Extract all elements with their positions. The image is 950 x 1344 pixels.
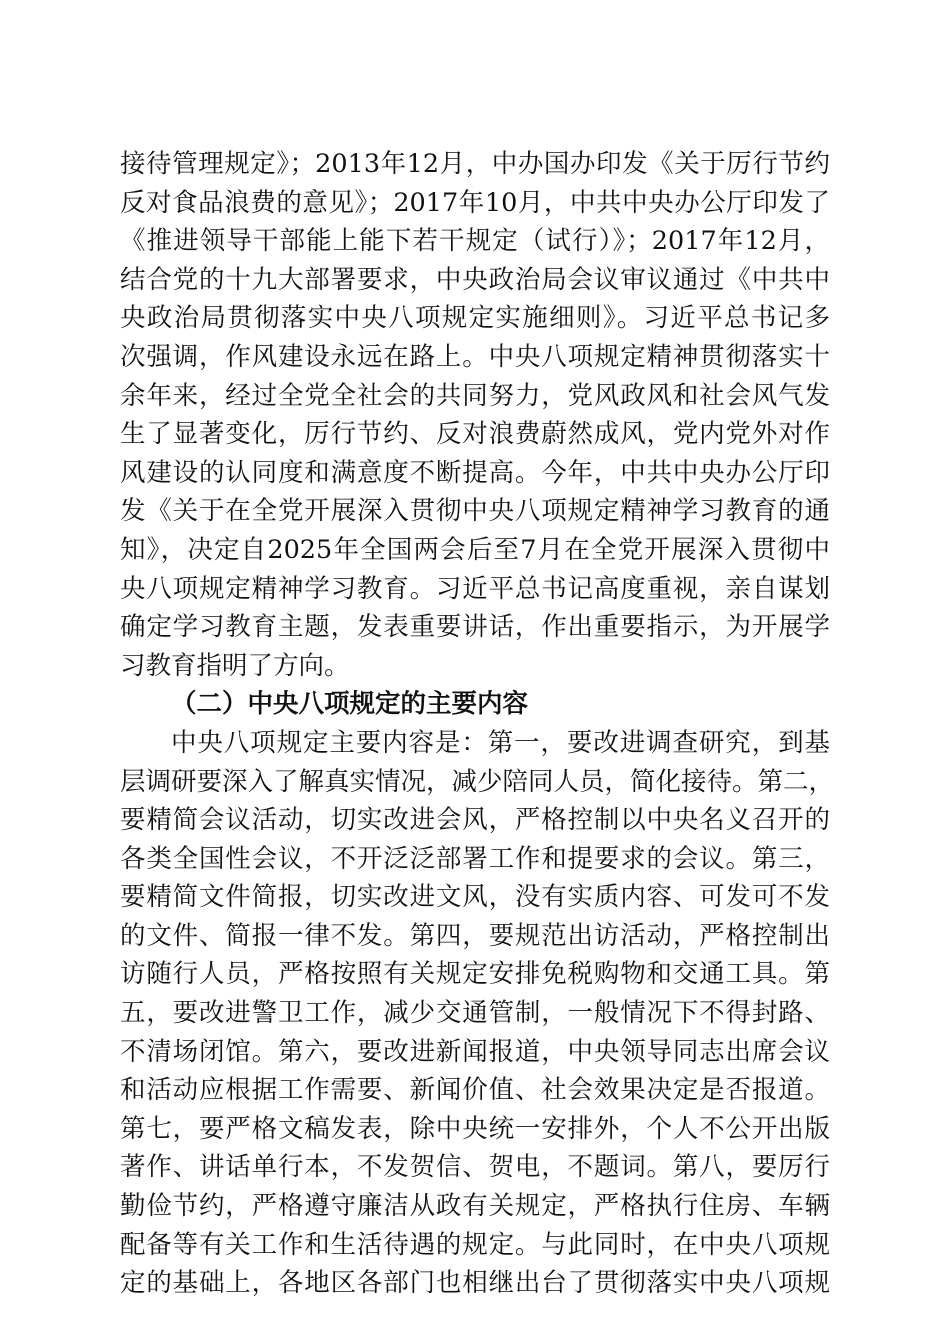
text-line: 五，要改进警卫工作，减少交通管制，一般情况下不得封路、 <box>120 998 830 1029</box>
text-line: 确定学习教育主题，发表重要讲话，作出重要指示，为开展学 <box>120 612 830 643</box>
text-line: 风建设的认同度和满意度不断提高。今年，中共中央办公厅印 <box>120 457 830 488</box>
text-line: 不清场闭馆。第六，要改进新闻报道，中央领导同志出席会议 <box>120 1036 830 1067</box>
text-line: 要精简会议活动，切实改进会风，严格控制以中央名义召开的 <box>120 805 830 836</box>
text-line: 《推进领导干部能上能下若干规定（试行）》；2017年12月， <box>120 226 830 257</box>
document-body <box>120 145 835 1303</box>
section-heading: （二）中央八项规定的主要内容 <box>171 689 529 720</box>
text-line: 层调研要深入了解真实情况，减少陪同人员，简化接待。第二， <box>120 766 835 797</box>
text-line: 接待管理规定》；2013年12月，中办国办印发《关于厉行节约 <box>120 149 830 179</box>
text-line: 结合党的十九大部署要求，中央政治局会议审议通过《中共中 <box>120 264 830 295</box>
paragraph-main-content <box>120 724 835 1303</box>
text-line: 反对食品浪费的意见》；2017年10月，中共中央办公厅印发了 <box>120 187 830 218</box>
text-line: 知》，决定自2025年全国两会后至7月在全党开展深入贯彻中 <box>120 534 830 565</box>
text-line: 和活动应根据工作需要、新闻价值、社会效果决定是否报道。 <box>120 1075 830 1106</box>
text-line: 访随行人员，严格按照有关规定安排免税购物和交通工具。第 <box>120 959 830 990</box>
text-line: 发《关于在全党开展深入贯彻中央八项规定精神学习教育的通 <box>120 496 830 527</box>
text-line: 第七，要严格文稿发表，除中央统一安排外，个人不公开出版 <box>120 1113 830 1144</box>
text-line: 的文件、简报一律不发。第四，要规范出访活动，严格控制出 <box>120 920 830 951</box>
text-line: 定的基础上，各地区各部门也相继出台了贯彻落实中央八项规 <box>120 1268 830 1299</box>
text-line: 习教育指明了方向。 <box>120 650 350 681</box>
text-line: 次强调，作风建设永远在路上。中央八项规定精神贯彻落实十 <box>120 341 830 372</box>
text-line: 配备等有关工作和生活待遇的规定。与此同时，在中央八项规 <box>120 1229 830 1260</box>
paragraph-background <box>120 145 830 685</box>
text-line: 各类全国性会议，不开泛泛部署工作和提要求的会议。第三， <box>120 843 830 874</box>
text-line: 生了显著变化，厉行节约、反对浪费蔚然成风，党内党外对作 <box>120 419 830 450</box>
text-line: 著作、讲话单行本，不发贺信、贺电，不题词。第八，要厉行 <box>120 1152 830 1183</box>
text-line: 央八项规定精神学习教育。习近平总书记高度重视，亲自谋划 <box>120 573 830 604</box>
text-line: 勤俭节约，严格遵守廉洁从政有关规定，严格执行住房、车辆 <box>120 1191 830 1222</box>
text-line: 中央八项规定主要内容是：第一，要改进调查研究，到基 <box>171 727 830 758</box>
text-line: 余年来，经过全党全社会的共同努力，党风政风和社会风气发 <box>120 380 830 411</box>
text-line: 要精简文件简报，切实改进文风，没有实质内容、可发可不发 <box>120 882 830 913</box>
text-line: 央政治局贯彻落实中央八项规定实施细则》。习近平总书记多 <box>120 303 830 334</box>
